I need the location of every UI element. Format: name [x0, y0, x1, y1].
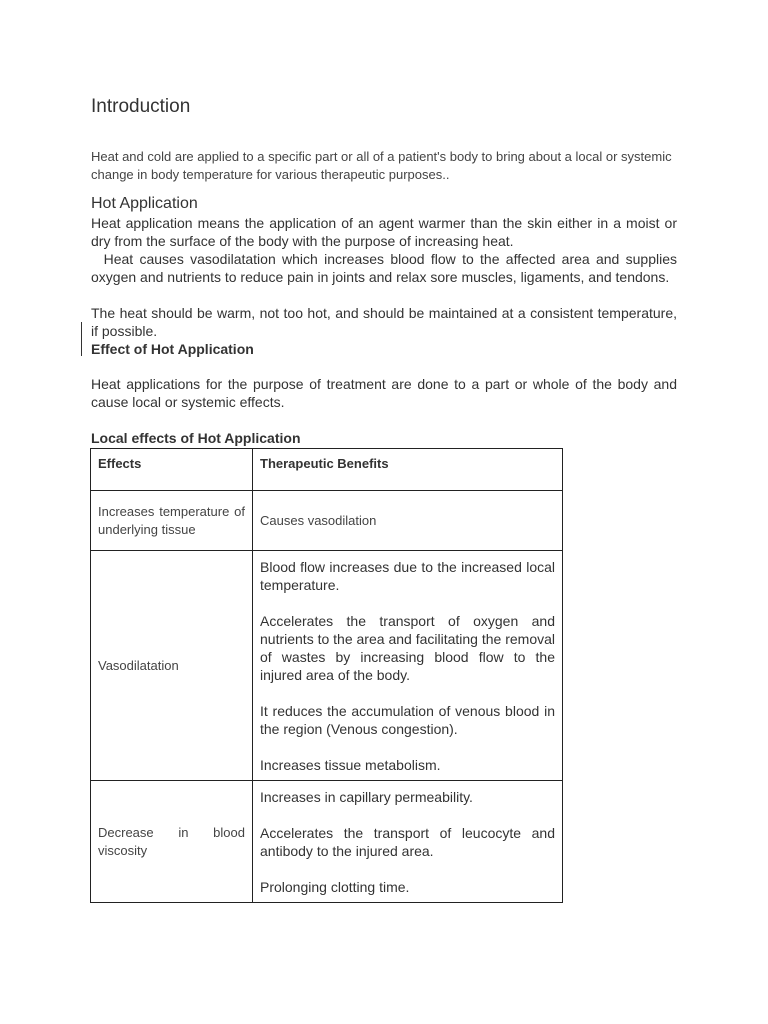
benefit-item: Increases tissue metabolism.	[260, 756, 441, 773]
introduction-heading: Introduction	[91, 96, 191, 117]
effect-of-hot-application-heading: Effect of Hot Application	[91, 341, 254, 357]
benefit-cell	[253, 551, 563, 781]
introduction-text: Heat and cold are applied to a specific part or all of a patient's body to bring about a local or systemic change in body temperature for various therapeutic purposes..	[91, 149, 672, 182]
text-cursor-mark	[81, 322, 82, 356]
table-header-row	[91, 449, 563, 491]
hot-application-paragraph-2: Heat causes vasodilatation which increases blood flow to the affected area and supplies oxygen and nutrients to reduce pain in joints and relax sore muscles, ligaments, and tendons.	[91, 251, 677, 285]
effect-of-hot-application-text: Heat applications for the purpose of treatment are done to a part or whole of the body and cause local or systemic effects.	[91, 376, 677, 410]
header-therapeutic-benefits: Therapeutic Benefits	[253, 449, 563, 491]
effect-cell: Decrease in blood viscosity	[91, 781, 253, 903]
benefit-item: Accelerates the transport of oxygen and nutrients to the area and facilitating the removal of wastes by increasing blood flow to the injured area of the body.	[260, 612, 555, 683]
benefit-item: It reduces the accumulation of venous blood in the region (Venous congestion).	[260, 702, 555, 737]
hot-application-heading: Hot Application	[91, 195, 198, 212]
benefit-item: Causes vasodilation	[260, 512, 377, 528]
table-row	[91, 551, 563, 781]
benefit-item: Accelerates the transport of leucocyte and antibody to the injured area.	[260, 824, 555, 859]
benefit-item: Prolonging clotting time.	[260, 878, 410, 895]
hot-application-paragraph-1: Heat application means the application of an agent warmer than the skin either in a moist or dry from the surface of the body with the purpose of increasing heat.	[91, 215, 677, 249]
benefit-item: Blood flow increases due to the increased local temperature.	[260, 558, 555, 593]
hot-application-paragraph-3: The heat should be warm, not too hot, and should be maintained at a consistent temperature, if possible.	[91, 305, 677, 339]
local-effects-table	[90, 448, 563, 903]
effect-cell: Increases temperature of underlying tissue	[91, 491, 253, 551]
header-effects: Effects	[91, 449, 253, 491]
effect-cell: Vasodilatation	[91, 551, 253, 781]
benefit-item: Increases in capillary permeability.	[260, 788, 473, 805]
benefit-cell	[253, 781, 563, 903]
benefit-cell	[253, 491, 563, 551]
table-row	[91, 781, 563, 903]
local-effects-heading: Local effects of Hot Application	[91, 430, 301, 446]
table-row	[91, 491, 563, 551]
